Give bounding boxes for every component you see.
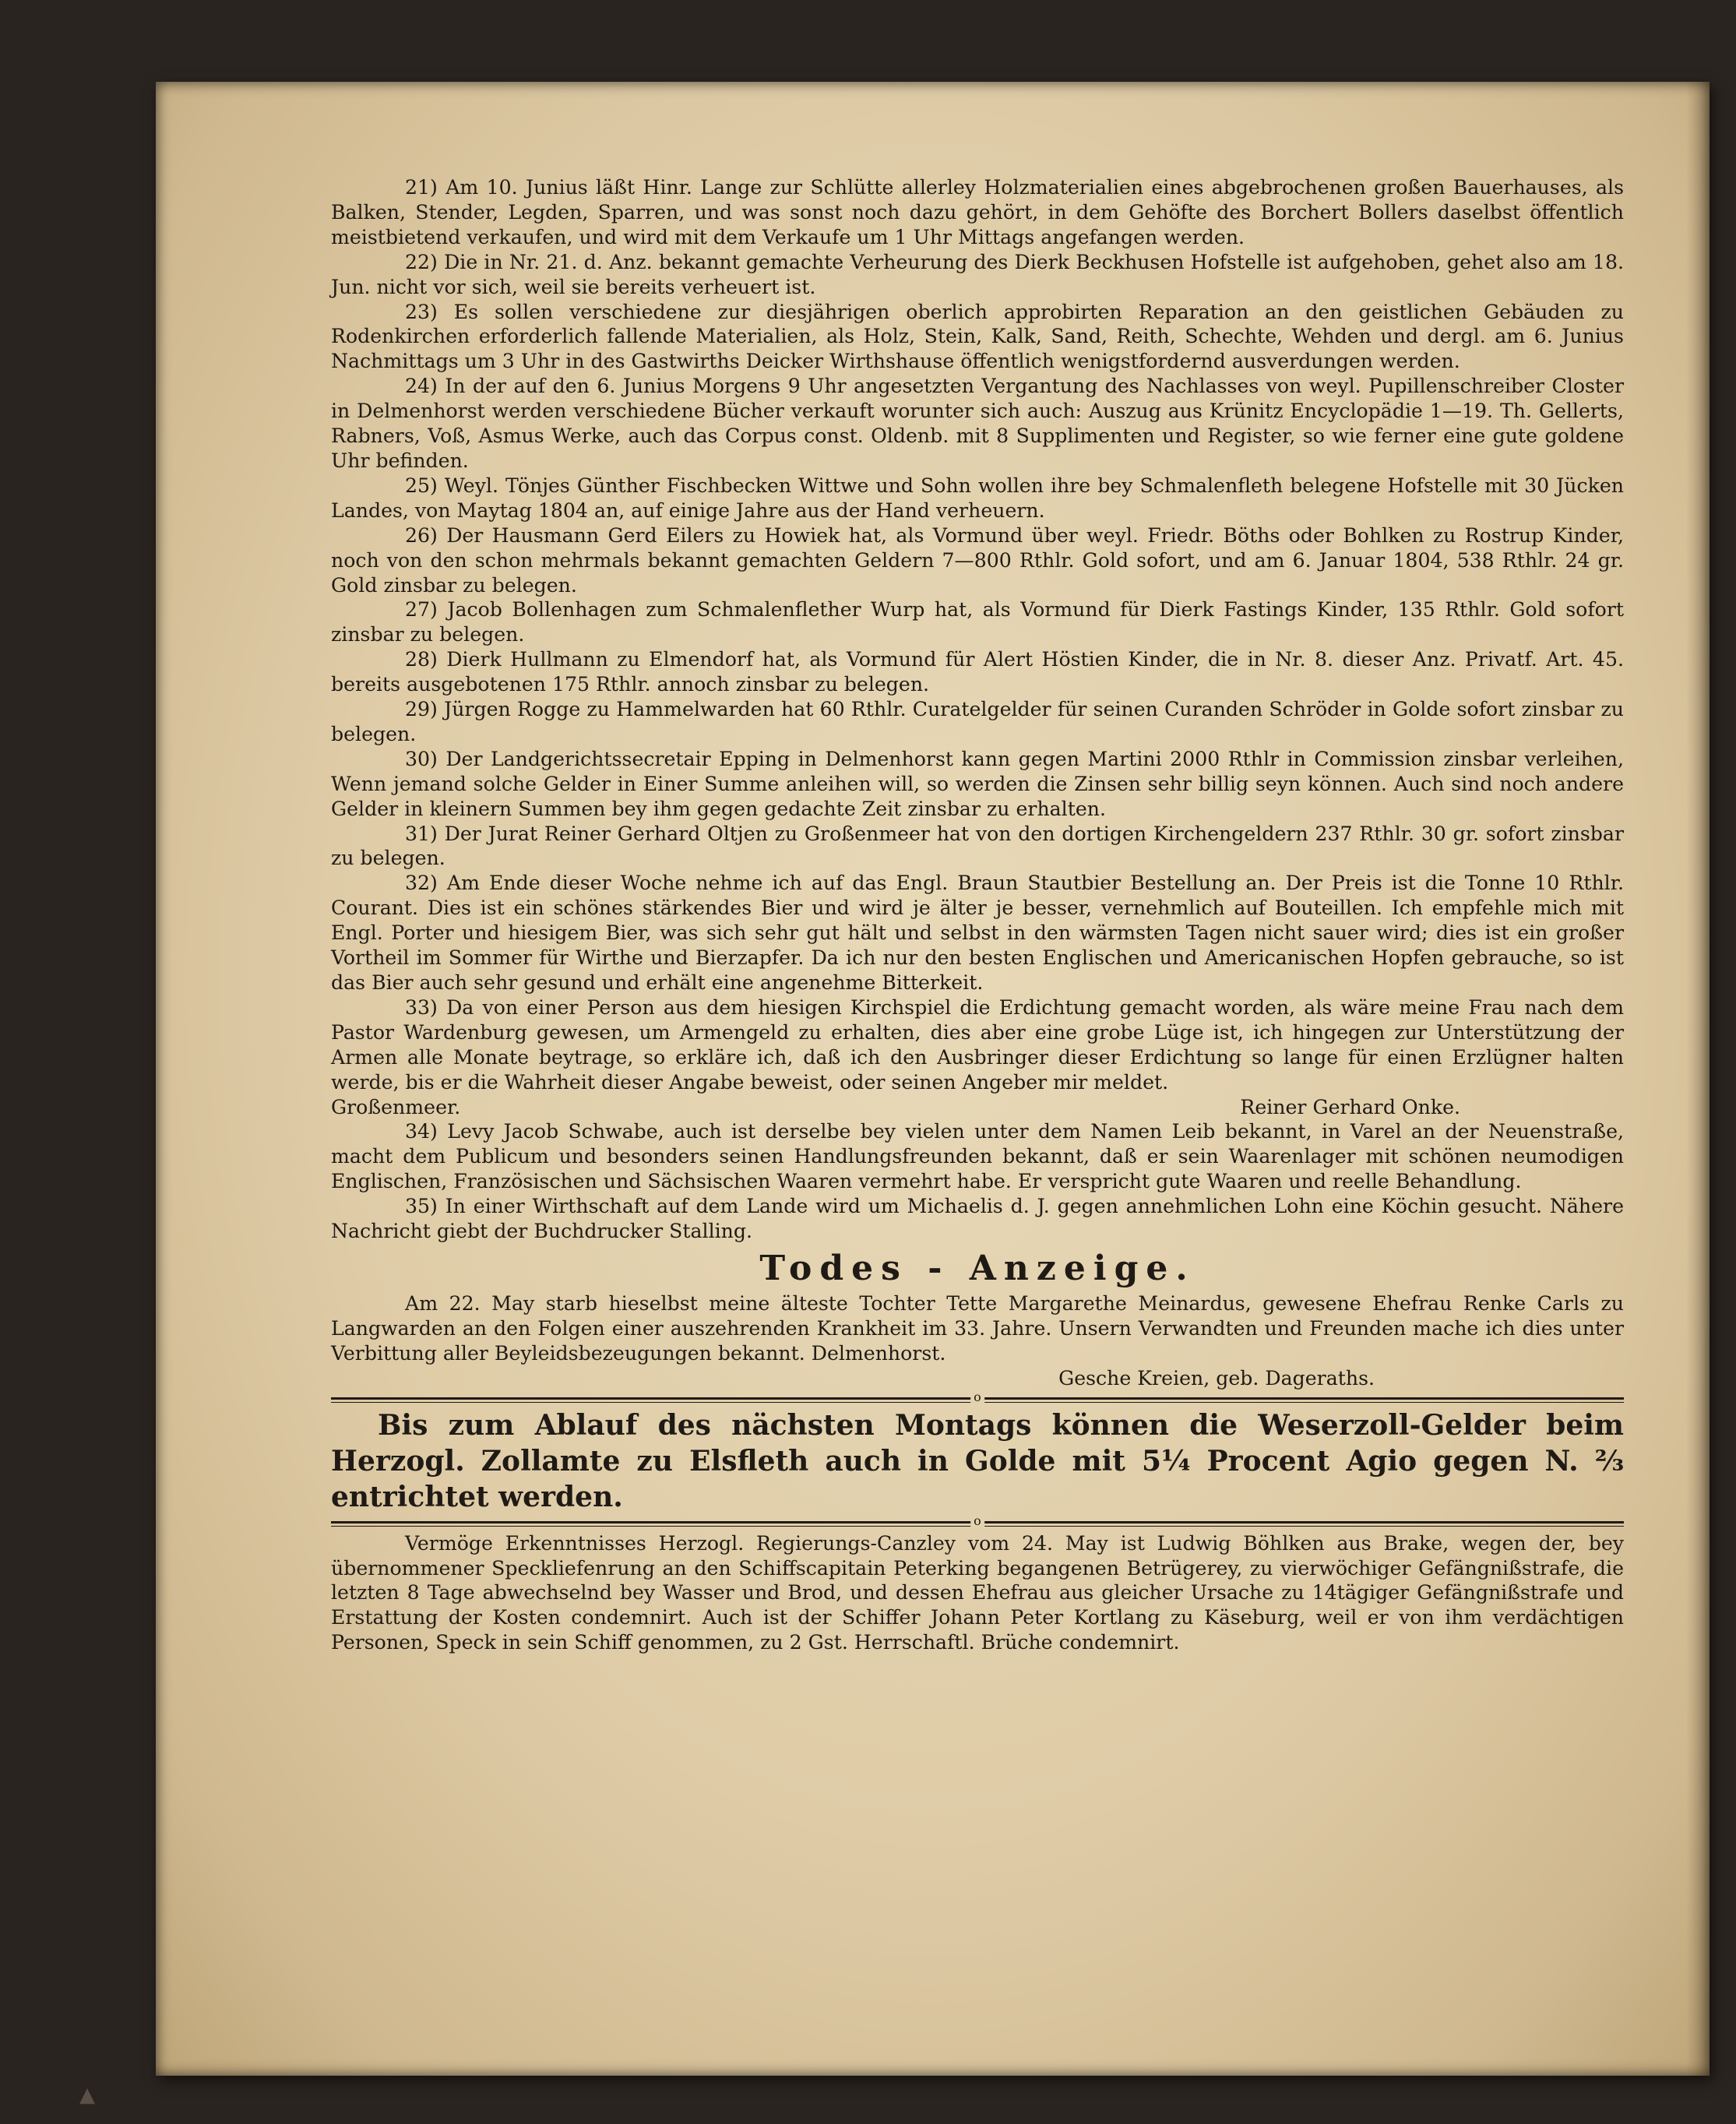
- notice-35: 35) In einer Wirthschaft auf dem Lande wird um Michaelis d. J. gegen annehmlichen Lohn eine Köchin gesucht. Nähere Nachricht giebt der Buchdrucker Stalling.: [331, 1195, 1624, 1243]
- margin-mark: ▲: [79, 2083, 95, 2107]
- death-notice-signer: Gesche Kreien, geb. Dageraths.: [1058, 1366, 1375, 1390]
- notice-21: 21) Am 10. Junius läßt Hinr. Lange zur Schlütte allerley Holzmaterialien eines abgebrochenen großen Bauerhauses, als Balken, Stender, Legden, Sparren, und was sonst noch dazu gehört, in dem Gehöfte des Borchert Bollers daselbst öffentlich meistbietend verkaufen, und wird mit dem Verkaufe um 1 Uhr Mittags angefangen werden.: [331, 176, 1624, 248]
- notice-24: 24) In der auf den 6. Junius Morgens 9 Uhr angesetzten Vergantung des Nachlasses von weyl. Pupillenschreiber Closter in Delmenhorst werden verschiedene Bücher verkauft worunter sich auch: Auszug aus Krünitz Encyclopädie 1—19. Th. Gellerts, Rabners, Voß, Asmus Werke, auch das Corpus const. Oldenb. mit 8 Supplimenten und Register, so wie ferner eine gute goldene Uhr befinden.: [331, 375, 1624, 472]
- death-notice-heading: Todes - Anzeige.: [759, 1248, 1195, 1288]
- notice-22: 22) Die in Nr. 21. d. Anz. bekannt gemachte Verheurung des Dierk Beckhusen Hofstelle ist aufgehoben, gehet also am 18. Jun. nicht vor sich, weil sie bereits verheuert ist.: [331, 250, 1624, 298]
- notice-33-signer: Reiner Gerhard Onke.: [1240, 1095, 1460, 1118]
- court-verdict: Vermöge Erkenntnisses Herzogl. Regierungs-Canzley vom 24. May ist Ludwig Böhlken aus Brake, wegen der, bey übernommener Speckliefenrung an den Schiffscapitain Peterking begangenen Betrügerey, zu vierwöchiger Gefängnißstrafe, die letzten 8 Tage abwechselnd bey Wasser und Brod, und dessen Ehefrau aus gleicher Ursache zu 14tägiger Gefängnißstrafe und Erstattung der Kosten condemnirt. Auch ist der Schiffer Johann Peter Kortlang zu Käseburg, weil er von ihm verdächtigen Personen, Speck in sein Schiff genommen, zu 2 Gst. Herrschaftl. Brüche condemnirt.: [331, 1531, 1624, 1654]
- notice-33-signature: [331, 1095, 1624, 1120]
- notice-23: 23) Es sollen verschiedene zur diesjährigen oberlich approbirten Reparation an den geistlichen Gebäuden zu Rodenkirchen erforderlich fallende Materialien, als Holz, Stein, Kalk, Sand, Reith, Schechte, Wehden und dergl. am 6. Junius Nachmittags um 3 Uhr in des Gastwirths Deicker Wirthshause öffentlich wenigstfordernd ausverdungen werden.: [331, 300, 1624, 373]
- notice-32: 32) Am Ende dieser Woche nehme ich auf das Engl. Braun Stautbier Bestellung an. Der Preis ist die Tonne 10 Rthlr. Courant. Dies ist ein schönes stärkendes Bier und wird je älter je besser, vernehmlich auf Bouteillen. Ich empfehle mich mit Engl. Porter und hiesigem Bier, was sich sehr gut hält und selbst in den wärmsten Tagen nicht sauer wird; dies ist ein großer Vortheil im Sommer für Wirthe und Bierzapfer. Da ich nur den besten Englischen und Americanischen Hopfen gebrauche, so ist das Bier auch sehr gesund und erhält eine angenehme Bitterkeit.: [331, 872, 1624, 994]
- rule-ornament: o: [970, 1391, 984, 1404]
- text-column: [331, 175, 1624, 1655]
- notice-30: 30) Der Landgerichtssecretair Epping in Delmenhorst kann gegen Martini 2000 Rthlr in Commission zinsbar verleihen, Wenn jemand solche Gelder in Einer Summe anleihen will, so werden die Zinsen sehr billig seyn können. Auch sind noch andere Gelder in kleinern Summen bey ihm gegen gedachte Zeit zinsbar zu erhalten.: [331, 747, 1624, 820]
- notice-31: 31) Der Jurat Reiner Gerhard Oltjen zu Großenmeer hat von den dortigen Kirchengeldern 237 Rthlr. 30 gr. sofort zinsbar zu belegen.: [331, 822, 1624, 870]
- death-notice-text: Am 22. May starb hieselbst meine älteste Tochter Tette Margarethe Meinardus, gewesene Ehefrau Renke Carls zu Langwarden an den Folgen einer auszehrenden Krankheit im 33. Jahre. Unsern Verwandten und Freunden mache ich dies unter Verbittung aller Beyleidsbezeugungen bekannt. Delmenhorst.: [331, 1291, 1624, 1365]
- notice-28: 28) Dierk Hullmann zu Elmendorf hat, als Vormund für Alert Höstien Kinder, die in Nr. 8. dieser Anz. Privatf. Art. 45. bereits ausgebotenen 175 Rthlr. annoch zinsbar zu belegen.: [331, 648, 1624, 696]
- notice-25: 25) Weyl. Tönjes Günther Fischbecken Wittwe und Sohn wollen ihre bey Schmalenfleth belegene Hofstelle mit 30 Jücken Landes, von Maytag 1804 an, auf einige Jahre aus der Hand verheuern.: [331, 474, 1624, 522]
- customs-notice: Bis zum Ablauf des nächsten Montags können die Weserzoll-Gelder beim Herzogl. Zollamte zu Elsfleth auch in Golde mit 5¼ Procent Agio gegen N. ⅔ entrichtet werden.: [331, 1408, 1624, 1513]
- notice-26: 26) Der Hausmann Gerd Eilers zu Howiek hat, als Vormund über weyl. Friedr. Böths oder Bohlken zu Rostrup Kinder, noch von den schon mehrmals bekannt gemachten Geldern 7—800 Rthlr. Gold sofort, und am 6. Januar 1804, 538 Rthlr. 24 gr. Gold zinsbar zu belegen.: [331, 523, 1624, 597]
- notice-33-place: Großenmeer.: [331, 1095, 461, 1118]
- section-rule-top: [331, 1389, 1624, 1404]
- notice-33: 33) Da von einer Person aus dem hiesigen Kirchspiel die Erdichtung gemacht worden, als wäre meine Frau nach dem Pastor Wardenburg gewesen, um Armengeld zu erhalten, dies aber eine grobe Lüge ist, ich hingegen zur Unterstützung der Armen alle Monate beytrage, so erkläre ich, daß ich den Ausbringer dieser Erdichtung so lange für einen Erzlügner halten werde, bis er die Wahrheit dieser Angabe beweist, oder seinen Angeber mir meldet.: [331, 995, 1624, 1094]
- notice-34: 34) Levy Jacob Schwabe, auch ist derselbe bey vielen unter dem Namen Leib bekannt, in Varel an der Neuenstraße, macht dem Publicum und besonders seinen Handlungsfreunden bekannt, daß er sein Waarenlager mit schönen neumodigen Englischen, Französischen und Sächsischen Waaren vermehrt habe. Er verspricht gute Waaren und reelle Behandlung.: [331, 1120, 1624, 1193]
- notice-27: 27) Jacob Bollenhagen zum Schmalenflether Wurp hat, als Vormund für Dierk Fastings Kinder, 135 Rthlr. Gold sofort zinsbar zu belegen.: [331, 598, 1624, 646]
- section-rule-bottom: [331, 1513, 1624, 1528]
- rule-ornament-2: o: [970, 1515, 984, 1527]
- newspaper-page: [156, 82, 1710, 2076]
- notice-29: 29) Jürgen Rogge zu Hammelwarden hat 60 Rthlr. Curatelgelder für seinen Curanden Schröder in Golde sofort zinsbar zu belegen.: [331, 698, 1624, 745]
